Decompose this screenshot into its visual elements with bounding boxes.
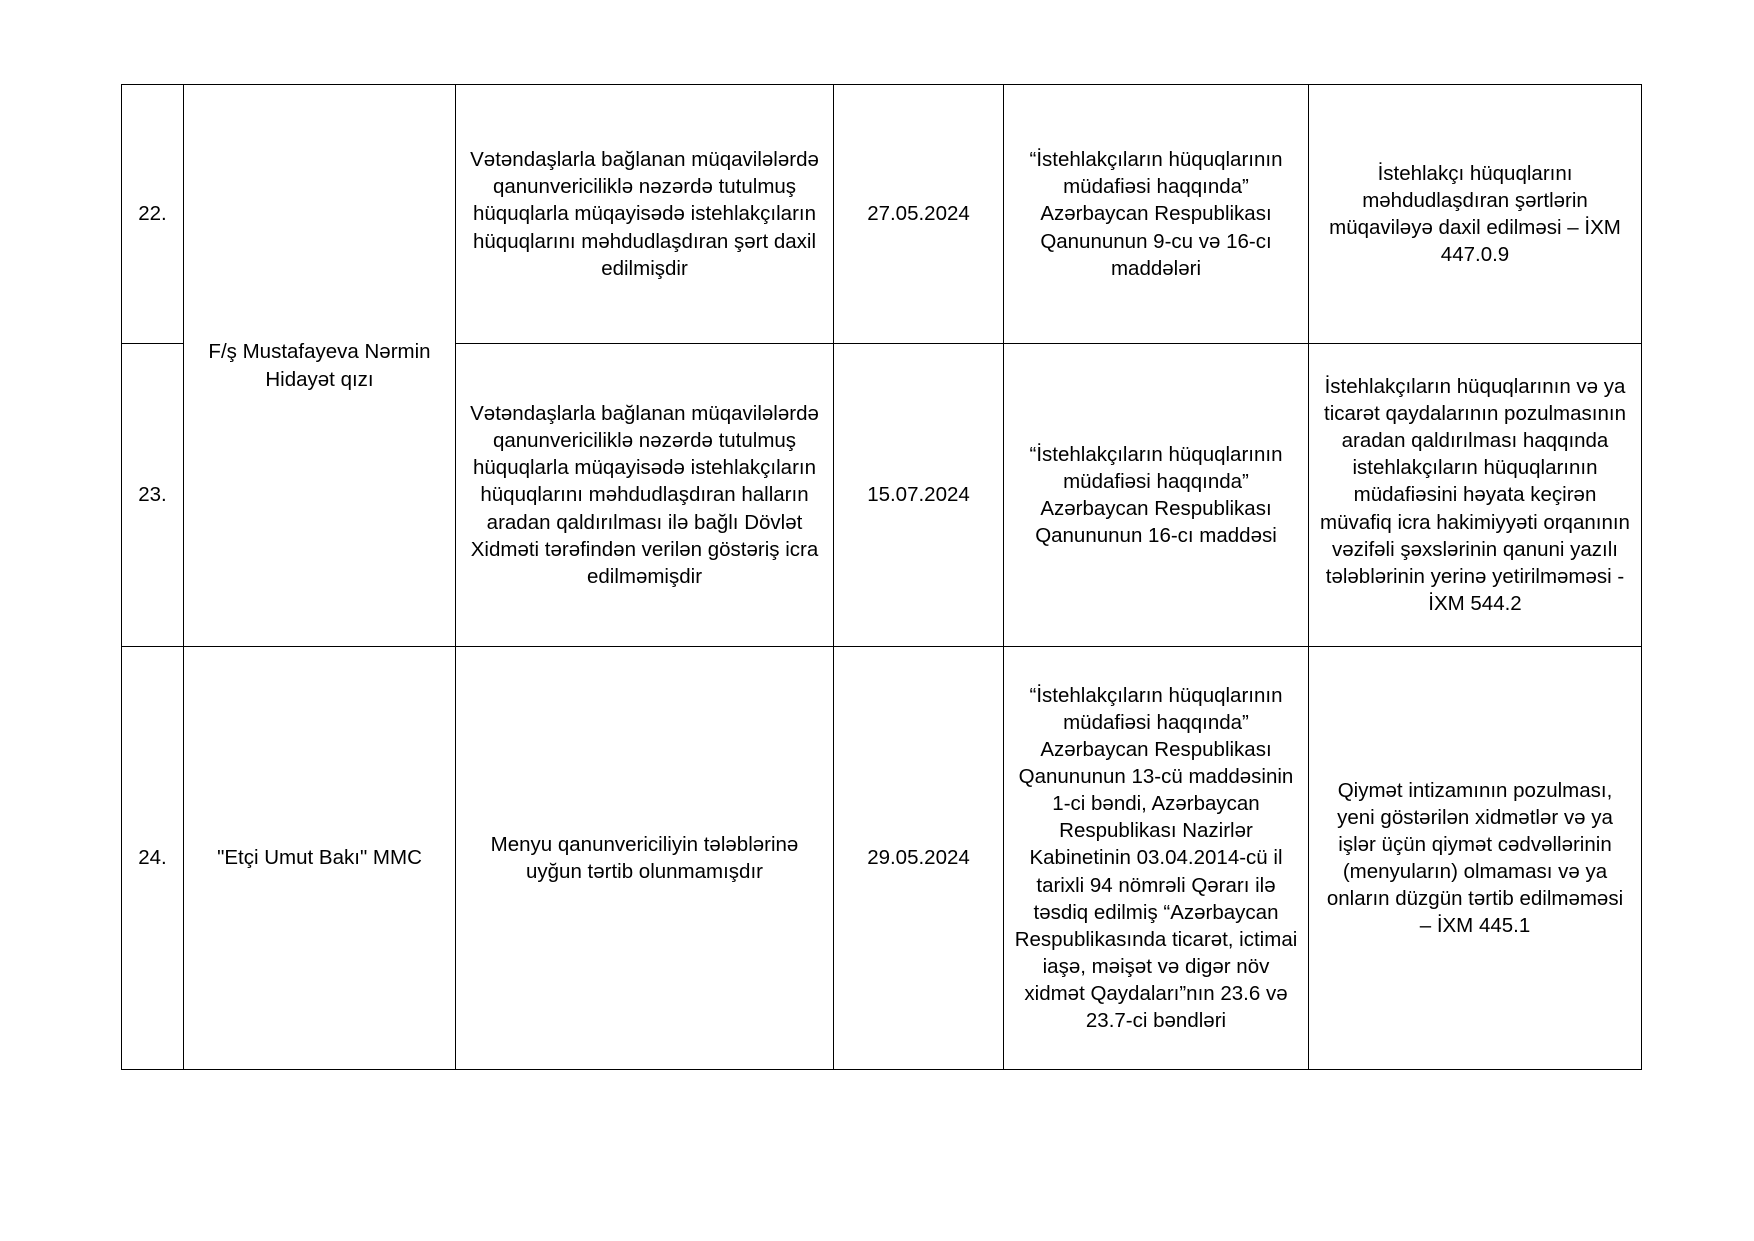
row-date: 15.07.2024	[834, 344, 1004, 647]
row-law-reference: “İstehlakçıların hüquqlarının müdafiəsi haqqında” Azərbaycan Respublikası Qanununun 13-cü maddəsinin 1-ci bəndi, Azərbaycan Respublikası Nazirlər Kabinetinin 03.04.2014-cü il tarixli 94 nömrəli Qərarı ilə təsdiq edilmiş “Azərbaycan Respublikasında ticarət, ictimai iaşə, məişət və digər növ xidmət Qaydaları”nın 23.6 və 23.7-ci bəndləri	[1004, 647, 1309, 1070]
row-number: 22.	[122, 85, 184, 344]
row-date: 27.05.2024	[834, 85, 1004, 344]
row-subject: F/ş Mustafayeva Nərmin Hidayət qızı	[184, 85, 456, 647]
row-description: Menyu qanunvericiliyin tələblərinə uyğun tərtib olunmamışdır	[456, 647, 834, 1070]
table-row	[122, 647, 1642, 1070]
row-description: Vətəndaşlarla bağlanan müqavilələrdə qanunvericiliklə nəzərdə tutulmuş hüquqlarla müqayisədə istehlakçıların hüquqlarını məhdudlaşdıran şərt daxil edilmişdir	[456, 85, 834, 344]
row-law-reference: “İstehlakçıların hüquqlarının müdafiəsi haqqında” Azərbaycan Respublikası Qanununun 16-cı maddəsi	[1004, 344, 1309, 647]
row-description: Vətəndaşlarla bağlanan müqavilələrdə qanunvericiliklə nəzərdə tutulmuş hüquqlarla müqayisədə istehlakçıların hüquqlarını məhdudlaşdıran halların aradan qaldırılması ilə bağlı Dövlət Xidməti tərəfindən verilən göstəriş icra edilməmişdir	[456, 344, 834, 647]
row-article: İstehlakçıların hüquqlarının və ya ticarət qaydalarının pozulmasının aradan qaldırılması haqqında istehlakçıların hüquqlarının müdafiəsini həyata keçirən müvafiq icra hakimiyyəti orqanının vəzifəli şəxslərinin qanuni yazılı tələblərinin yerinə yetirilməməsi - İXM 544.2	[1309, 344, 1642, 647]
row-article: İstehlakçı hüquqlarını məhdudlaşdıran şərtlərin müqaviləyə daxil edilməsi – İXM 447.0.9	[1309, 85, 1642, 344]
row-date: 29.05.2024	[834, 647, 1004, 1070]
row-subject: "Etçi Umut Bakı" MMC	[184, 647, 456, 1070]
violations-table	[121, 84, 1642, 1070]
row-number: 23.	[122, 344, 184, 647]
table-row	[122, 85, 1642, 344]
row-number: 24.	[122, 647, 184, 1070]
row-law-reference: “İstehlakçıların hüquqlarının müdafiəsi haqqında” Azərbaycan Respublikası Qanununun 9-cu və 16-cı maddələri	[1004, 85, 1309, 344]
row-article: Qiymət intizamının pozulması, yeni göstərilən xidmətlər və ya işlər üçün qiymət cədvəllərinin (menyuların) olmaması və ya onların düzgün tərtib edilməməsi – İXM 445.1	[1309, 647, 1642, 1070]
